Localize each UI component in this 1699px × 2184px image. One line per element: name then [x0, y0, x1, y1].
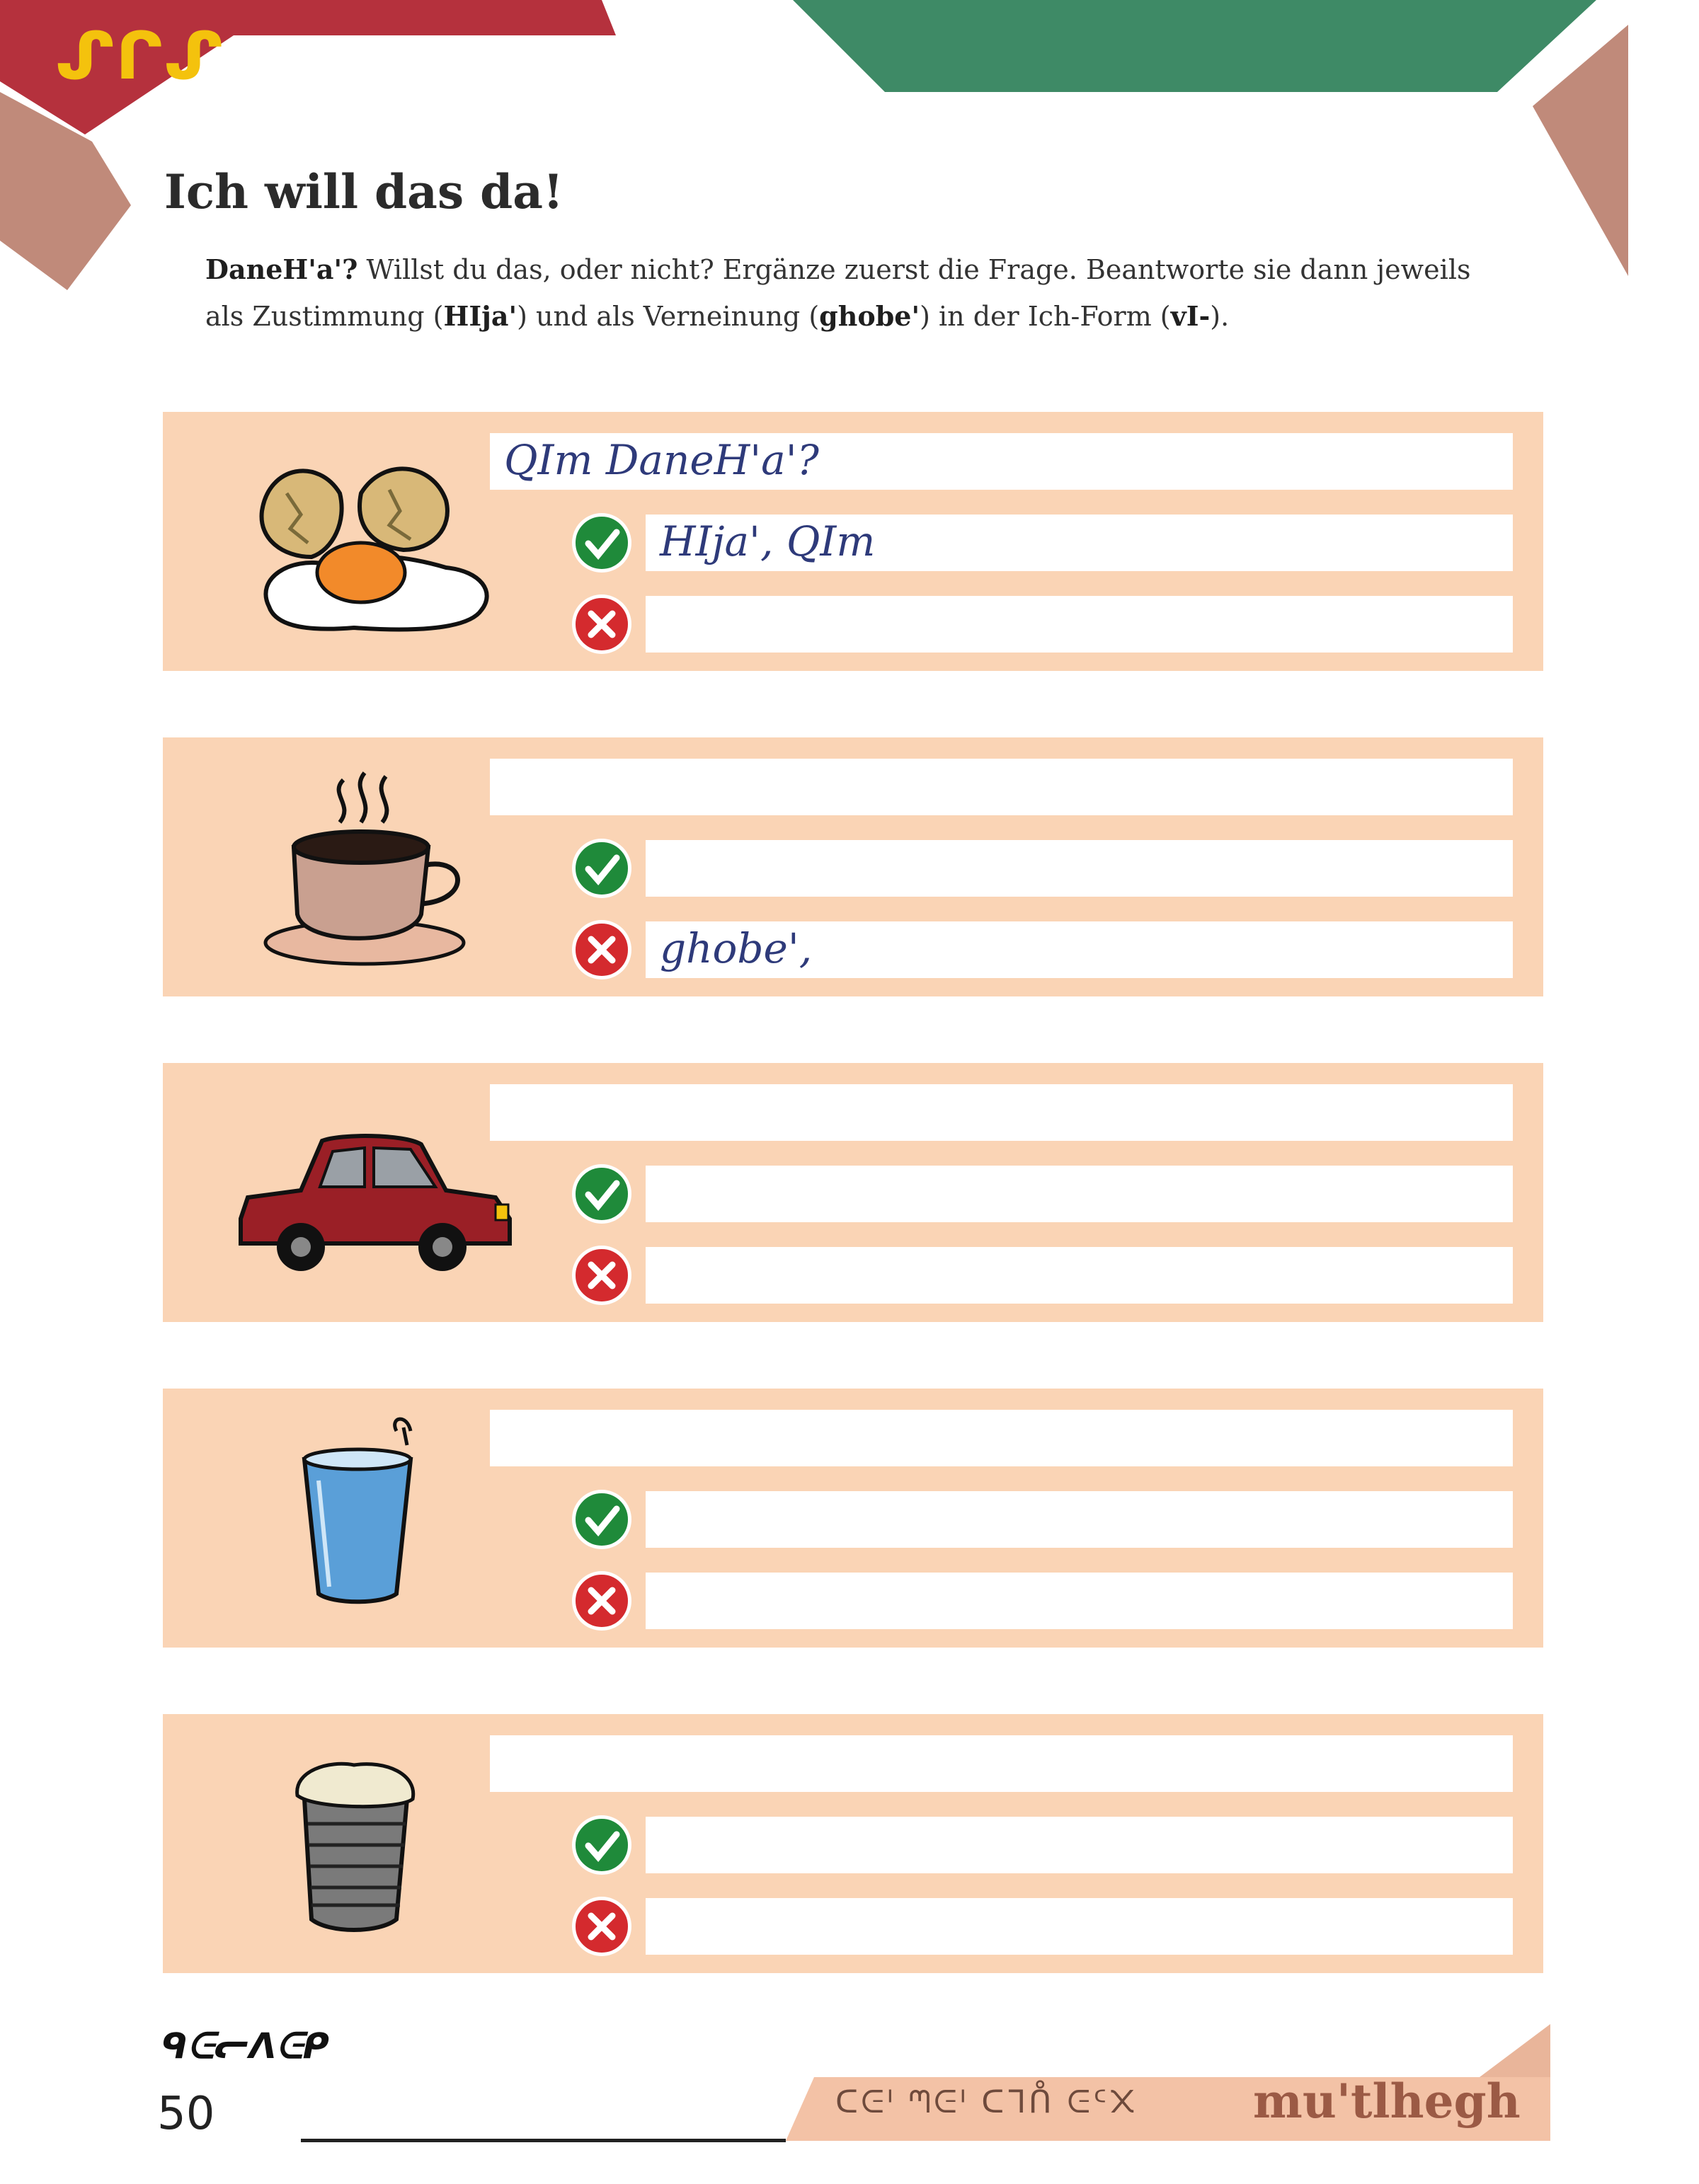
check-icon	[572, 1815, 631, 1875]
cross-icon	[572, 920, 631, 979]
no-answer-line[interactable]	[646, 921, 1513, 978]
instructions	[205, 246, 1480, 340]
yes-answer-text: HIja', QIm	[660, 517, 876, 565]
instruction-vi: vI-	[1170, 300, 1211, 332]
book-name: mu'tlhegh	[1253, 2074, 1521, 2129]
exercise-panel-2	[163, 737, 1543, 996]
exercise-panel-3	[163, 1063, 1543, 1322]
instruction-hija: HIja'	[443, 300, 517, 332]
yes-answer-line[interactable]	[646, 1491, 1513, 1548]
coffee-cup-icon	[262, 752, 488, 992]
chapter-glyph: ᔑᒋᔑ	[55, 18, 224, 94]
cross-icon	[572, 1246, 631, 1305]
footer-klingon-text: ᑕᕮᑊ ᘉᕮᑊ ᑕᒣᑍ ᕮᑦ᙭	[835, 2084, 1138, 2120]
exercise-panel-4	[163, 1389, 1543, 1648]
glass-of-water-icon	[290, 1417, 446, 1622]
no-answer-line[interactable]	[646, 1898, 1513, 1955]
question-line[interactable]	[490, 433, 1513, 490]
exercise-panel-1	[163, 412, 1543, 671]
question-line[interactable]	[490, 759, 1513, 815]
page-number: 50	[157, 2088, 215, 2140]
cross-icon	[572, 594, 631, 654]
check-icon	[572, 513, 631, 573]
question-line[interactable]	[490, 1735, 1513, 1792]
cross-icon	[572, 1571, 631, 1631]
yes-answer-line[interactable]	[646, 1817, 1513, 1873]
footer-rule	[301, 2139, 786, 2142]
instruction-text: ) und als Verneinung (	[517, 301, 820, 332]
no-answer-text: ghobe',	[660, 924, 813, 972]
yes-answer-line[interactable]	[646, 515, 1513, 571]
question-line[interactable]	[490, 1410, 1513, 1466]
instruction-text: ).	[1210, 301, 1230, 332]
yes-answer-line[interactable]	[646, 1166, 1513, 1222]
question-line[interactable]	[490, 1084, 1513, 1141]
instruction-text: Willst du das, oder nicht? Ergänze zuerst die Frage. Beantworte sie dann jeweils als Zustimmung (	[205, 254, 1471, 332]
exercise-panel-5	[163, 1714, 1543, 1973]
question-text: QIm DaneH'a'?	[504, 436, 819, 484]
check-icon	[572, 839, 631, 898]
no-answer-line[interactable]	[646, 596, 1513, 653]
check-icon	[572, 1490, 631, 1549]
instruction-lead: DaneH'a'?	[205, 253, 358, 285]
no-answer-line[interactable]	[646, 1247, 1513, 1304]
check-icon	[572, 1164, 631, 1224]
fried-egg-icon	[248, 451, 503, 642]
footer-klingon-word: ᑫᕮᓕᐱᕮᑭ	[161, 2025, 329, 2067]
page-title: Ich will das da!	[164, 164, 564, 219]
instruction-text: ) in der Ich-Form (	[920, 301, 1171, 332]
mug-of-drink-icon	[287, 1757, 428, 1941]
car-icon	[234, 1120, 517, 1289]
no-answer-line[interactable]	[646, 1573, 1513, 1629]
instruction-ghobe: ghobe'	[819, 300, 920, 332]
cross-icon	[572, 1897, 631, 1956]
yes-answer-line[interactable]	[646, 840, 1513, 897]
